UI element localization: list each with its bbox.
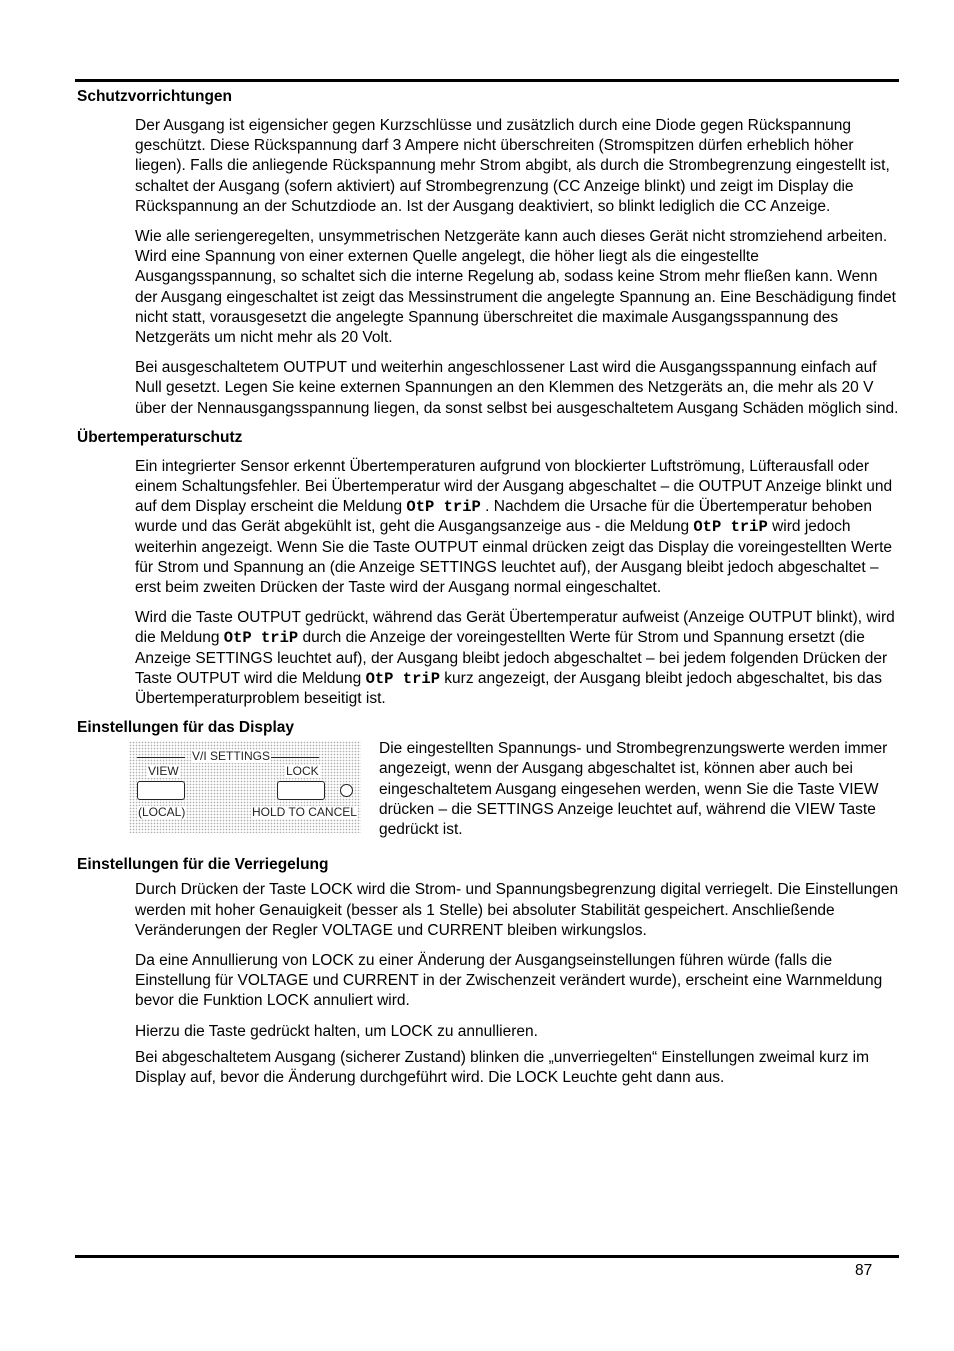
- heading-schutzvorrichtungen: Schutzvorrichtungen: [77, 88, 233, 105]
- paragraph: [135, 457, 899, 598]
- display-section: [77, 739, 899, 840]
- paragraph: Der Ausgang ist eigensicher gegen Kurzschlüsse und zusätzlich durch eine Diode gegen Rückspannung geschützt. Diese Rückspannung darf 3 Ampere nicht überschreiten (Stromspitzen dürfen erheblich höher liegen). Falls die anliegende Rückspannung mehr Strom abgibt, als durch die Strombegrenzung eingestellt ist, schaltet der Ausgang (sofern aktiviert) auf Strombegrenzung (CC Anzeige blinkt) und zeigt im Display die Rückspannung an der Schutzdiode an. Ist der Ausgang deaktiviert, so blinkt lediglich die CC Anzeige.: [135, 117, 890, 215]
- lock-led-drawing: [340, 784, 353, 797]
- vi-settings-label: V/I SETTINGS: [192, 749, 271, 764]
- top-rule: [75, 79, 899, 82]
- view-button-drawing: [137, 781, 185, 800]
- paragraph: Bei ausgeschaltetem OUTPUT und weiterhin angeschlossener Last wird die Ausgangsspannung einfach auf Null gesetzt. Legen Sie keine externen Spannungen an den Klemmen des Netzgeräts an, die mehr als 20 V über der Nennausgangsspannung liegen, da sonst selbst bei ausgeschaltetem Ausgang Schäden möglich sind.: [135, 359, 899, 417]
- text-run: Ein integrierter Sensor erkennt Übertemperaturen aufgrund von blockierter Luftströmung, Lüfterausfall oder einem Schaltungsfehler. Bei Übertemperatur wird der Ausgang abgeschaltet – die OUTPUT Anzeige blinkt und auf dem Display erscheint die Meldung: [135, 457, 893, 516]
- lock-label: LOCK: [286, 764, 319, 779]
- page-content: [77, 88, 899, 1098]
- hold-to-cancel-label: HOLD TO CANCEL: [252, 805, 357, 820]
- text-run: durch die Anzeige der voreingestellten Werte für Strom und Spannung ersetzt (die Anzeige SETTINGS leuchtet auf), der Ausgang bleibt jedoch abgeschaltet – bei jedem folgenden Drücken der Taste OUTPUT wird die Meldung: [135, 629, 888, 687]
- paragraph: Die eingestellten Spannungs- und Strombegrenzungswerte werden immer angezeigt, wenn der Ausgang abgeschaltet ist, können aber auch bei eingeschaltetem Ausgang eingesehen werden, wenn Sie die Taste VIEW drücken – die SETTINGS Anzeige leuchtet auf, während die VIEW Taste gedrückt ist.: [379, 740, 888, 839]
- page-number: 87: [855, 1262, 873, 1279]
- vi-settings-panel-illustration: [129, 741, 361, 833]
- text-run: . Nachdem die Ursache für die Übertemperatur behoben wurde und das Gerät abgekühlt ist, geht die Ausgangsanzeige aus - die Meldung: [135, 498, 872, 536]
- otp-trip-message: OtP triP: [406, 498, 481, 517]
- lock-button-drawing: [277, 781, 325, 800]
- bottom-rule: [75, 1255, 899, 1258]
- otp-trip-message: OtP triP: [693, 518, 768, 537]
- paragraph: Hierzu die Taste gedrückt halten, um LOCK zu annullieren.: [135, 1022, 538, 1040]
- otp-trip-message: OtP triP: [365, 669, 440, 688]
- panel-line: [137, 757, 185, 758]
- paragraph: Da eine Annullierung von LOCK zu einer Änderung der Ausgangseinstellungen führen würde (falls die Einstellung für VOLTAGE und CURRENT in der Zwischenzeit verändert wurde), erscheint eine Warnmeldung bevor die Funktion LOCK annuliert wird.: [135, 951, 883, 1010]
- view-label: VIEW: [148, 764, 179, 779]
- paragraph: Wie alle seriengeregelten, unsymmetrischen Netzgeräte kann auch dieses Gerät nicht stromziehend arbeiten. Wird eine Spannung von einer externen Quelle angelegt, die höher liegt als die eingestellte Ausgangsspannung, so schaltet sich die interne Regelung ab, sodass keine Strom mehr fließen kann. Wenn der Ausgang eingeschaltet ist zeigt das Messinstrument die angelegte Spannung an. Eine Beschädigung findet nicht statt, vorausgesetzt die angelegte Spannung überschreitet die maximale Ausgangsspannung des Netzgeräts um nicht mehr als 20 Volt.: [135, 228, 896, 347]
- panel-line: [269, 757, 319, 758]
- paragraph: Durch Drücken der Taste LOCK wird die Strom- und Spannungsbegrenzung digital verriegelt. Die Einstellungen werden mit hoher Genauigkeit (besser als 1 Stelle) bei absoluter Stabilität gespeichert. Anschließende Veränderungen der Regler VOLTAGE und CURRENT bleiben wirkungslos.: [135, 881, 899, 939]
- paragraph: Bei abgeschaltetem Ausgang (sicherer Zustand) blinken die „unverriegelten“ Einstellungen zweimal kurz im Display auf, bevor die Änderung durchgeführt wird. Die LOCK Leuchte geht dann aus.: [135, 1048, 870, 1086]
- otp-trip-message: OtP triP: [223, 629, 299, 648]
- local-label: (LOCAL): [138, 805, 186, 820]
- text-run: kurz angezeigt, der Ausgang bleibt jedoch abgeschaltet, bis das Übertemperaturproblem beseitigt ist.: [135, 669, 883, 708]
- paragraph: [135, 608, 899, 709]
- text-run: Wird die Taste OUTPUT gedrückt, während das Gerät Übertemperatur aufweist (Anzeige OUTPUT blinkt), wird die Meldung: [135, 609, 895, 647]
- text-run: wird jedoch weiterhin angezeigt. Wenn Sie die Taste OUTPUT einmal drücken zeigt das Display die voreingestellten Werte für Strom und Spannung an (die Anzeige SETTINGS leuchtet auf), der Ausgang bleibt jedoch abgeschaltet – erst beim zweiten Drücken der Taste wird der Ausgang normal eingeschaltet.: [135, 518, 893, 597]
- heading-einstellungen-display: Einstellungen für das Display: [77, 719, 295, 737]
- heading-einstellungen-verriegelung: Einstellungen für die Verriegelung: [77, 856, 329, 874]
- heading-uebertemperaturschutz: Übertemperaturschutz: [77, 428, 243, 446]
